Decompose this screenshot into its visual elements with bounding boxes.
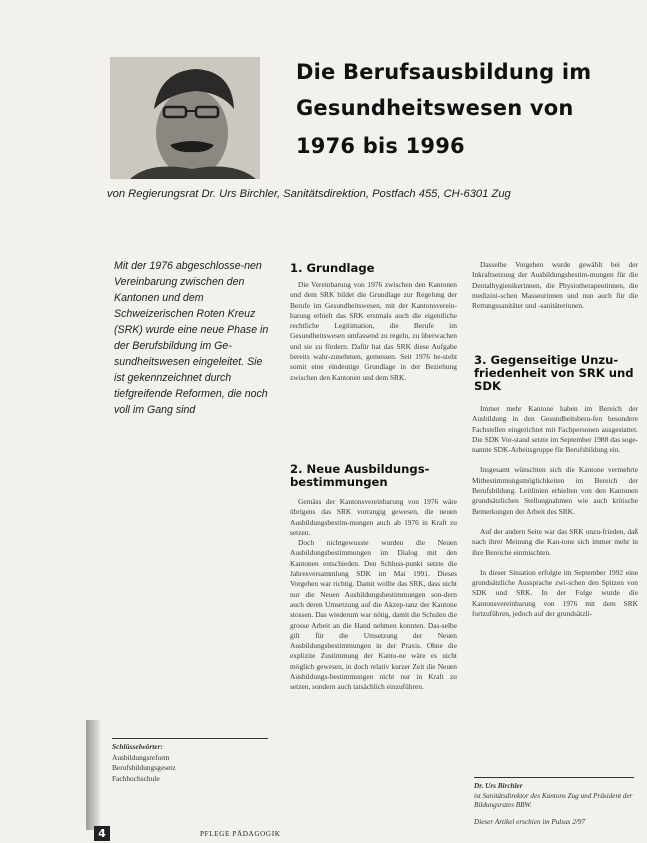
section-3-body (472, 404, 638, 619)
section-2-paragraph: Doch nichtgewusste wurden die Neuen Ausbildungsbestimmungen im Dialog mit den Kantonen entschieden. Den Schluss-punkt setzte die Jahresversammlung SDK im Mai 1991. Dieses Vorgehen war richtig. Damit wollte das SRK, dass nicht nur die Neuen Ausbildungsbestimmungen son-dern auch deren Umsetzung auf die Akzep-tanz der Kantone stossen. Das wiederum war nötig, damit die Schulen die grosse Arbeit an die Hand nehmen konnten. Das-selbe gilt für die Umsetzung der Neuen Ausbildungsbestimmungen in der Praxis. Ohne die explizite Zustimmung der Kanto-ne wäre es nicht möglich gewesen, in doch relativ kurzer Zeit die Neuen Ausbildungs-bestimmungen nicht nur in Kraft zu setzen, sondern auch tatsächlich einzuführen. (290, 538, 457, 692)
section-3-intro-body (472, 260, 638, 311)
keywords-title: Schlüsselwörter: (112, 742, 163, 751)
author-portrait-photo (110, 57, 260, 179)
sidenote-rule (112, 738, 268, 739)
author-name: Dr. Urs Birchler (474, 782, 523, 790)
section-3-paragraph: Immer mehr Kantone haben im Bereich der Ausbildung in den Gesundheitsberu-fen besondere Fachstellen eingerichtet mit Fachpersonen ausgestattet. Die SDK Vor-stand setzte im September 1988 das soge-nannte SDK-Arbeitsgruppe für Berufsbildung ein. (472, 404, 638, 455)
byline: von Regierungsrat Dr. Urs Birchler, Sanitätsdirektion, Postfach 455, CH-6301 Zug (107, 188, 511, 200)
author-role: ist Sanitätsdirektor des Kantons Zug und Präsident der Bildungsrates BBW. (474, 791, 633, 810)
keywords-sidenote (112, 742, 272, 784)
author-rule (474, 777, 634, 778)
section-1-body (290, 280, 457, 383)
keyword-item: Berufsbildungsgesetz (112, 763, 176, 773)
article-title-line-2: Gesundheitswesen von (296, 96, 574, 120)
running-footer-title: PFLEGE PÄDAGOGIK (200, 830, 281, 838)
section-1-paragraph: Die Vereinbarung von 1976 zwischen den Kantonen und dem SRK bildet die Grundlage zur Regelung der Berufe im Gesundheitswesen, mit der Kantonsverein-barung erhielt das SRK erstmals auch die eigentliche rechtliche Legitimation, die Berufe im Gesundheitswesen umfassend zu regeln, zu überwachen und sie zu fördern. Dafür hat das SRK diese Aufgabe bereits wahr-zunehmen, gemessen. Seit 1976 be-steht somit eine eindeutige Grundlage in der Beziehung zwischen den Kantonen und dem SRK. (290, 280, 457, 382)
section-2-body (290, 497, 457, 693)
page-number: 4 (94, 826, 110, 841)
article-title-line-3: 1976 bis 1996 (296, 134, 465, 158)
author-box (474, 782, 634, 811)
section-3-intro-paragraph: Dasselbe Vorgehen wurde gewählt bei der Inkraftsetzung der Ausbildungsbestim-mungen für die Dentalhygienikerinnen, die Physiotherapeutinnen, die medizini-schen Masseurinnen und nun auch für die Rettungssanitäter und -sanitäterinnen. (472, 260, 638, 311)
article-title-line-1: Die Berufsausbildung im (296, 60, 592, 84)
lead-paragraph: Mit der 1976 abgeschlosse-nen Vereinbarung zwischen den Kantonen und dem Schweizerischen Roten Kreuz (SRK) wurde eine neue Phase in der Berufsbildung im Ge-sundheitswesen eingeleitet. Sie ist gekennzeichnet durch tiefgreifende Reformen, die noch voll im Gang sind (114, 260, 269, 416)
source-note: Dieser Artikel erschien im Pulsus 2/97 (474, 818, 586, 826)
keyword-item: Ausbildungsreform (112, 752, 170, 762)
section-3-paragraph: Insgesamt wünschten sich die Kantone vermehrte Mitbestimmungsmöglichkeiten im Bereich der Berufsbildung. Leitlinien erhielten von den Kantonen grundsätzlichen Stellungnahmen wie auch kritische Bemerkungen der Arbeit des SRK. (472, 465, 638, 516)
section-3-heading: 3. Gegenseitige Unzu-friedenheit von SRK und SDK (474, 353, 634, 393)
section-1-heading: 1. Grundlage (290, 261, 375, 275)
keyword-item: Fachhochschule (112, 773, 160, 783)
scan-shadow (86, 720, 100, 830)
section-3-paragraph: In dieser Situation erfolgte im September 1992 eine grundsätzliche Aussprache zwi-schen den Spitzen von SDK und SRK. In der Folge wurde die Kantonsvereinbarung von 1976 mit dem SRK fortzuführen, jedoch auf der grundsätzli- (472, 567, 638, 619)
section-2-paragraph: Gemäss der Kantonsvereinbarung von 1976 wäre übrigens das SRK vorrangig gewesen, die neuen Ausbildungsbestim-mungen auch ab 1976 in Kraft zu setzen. (290, 497, 457, 537)
section-3-paragraph: Auf der andern Seite war das SRK unzu-frieden, daß nach ihrer Meinung die Kan-tone sich immer mehr in ihre Bereiche einmischten. (472, 526, 638, 557)
section-2-heading: 2. Neue Ausbildungs-bestimmungen (290, 462, 430, 489)
